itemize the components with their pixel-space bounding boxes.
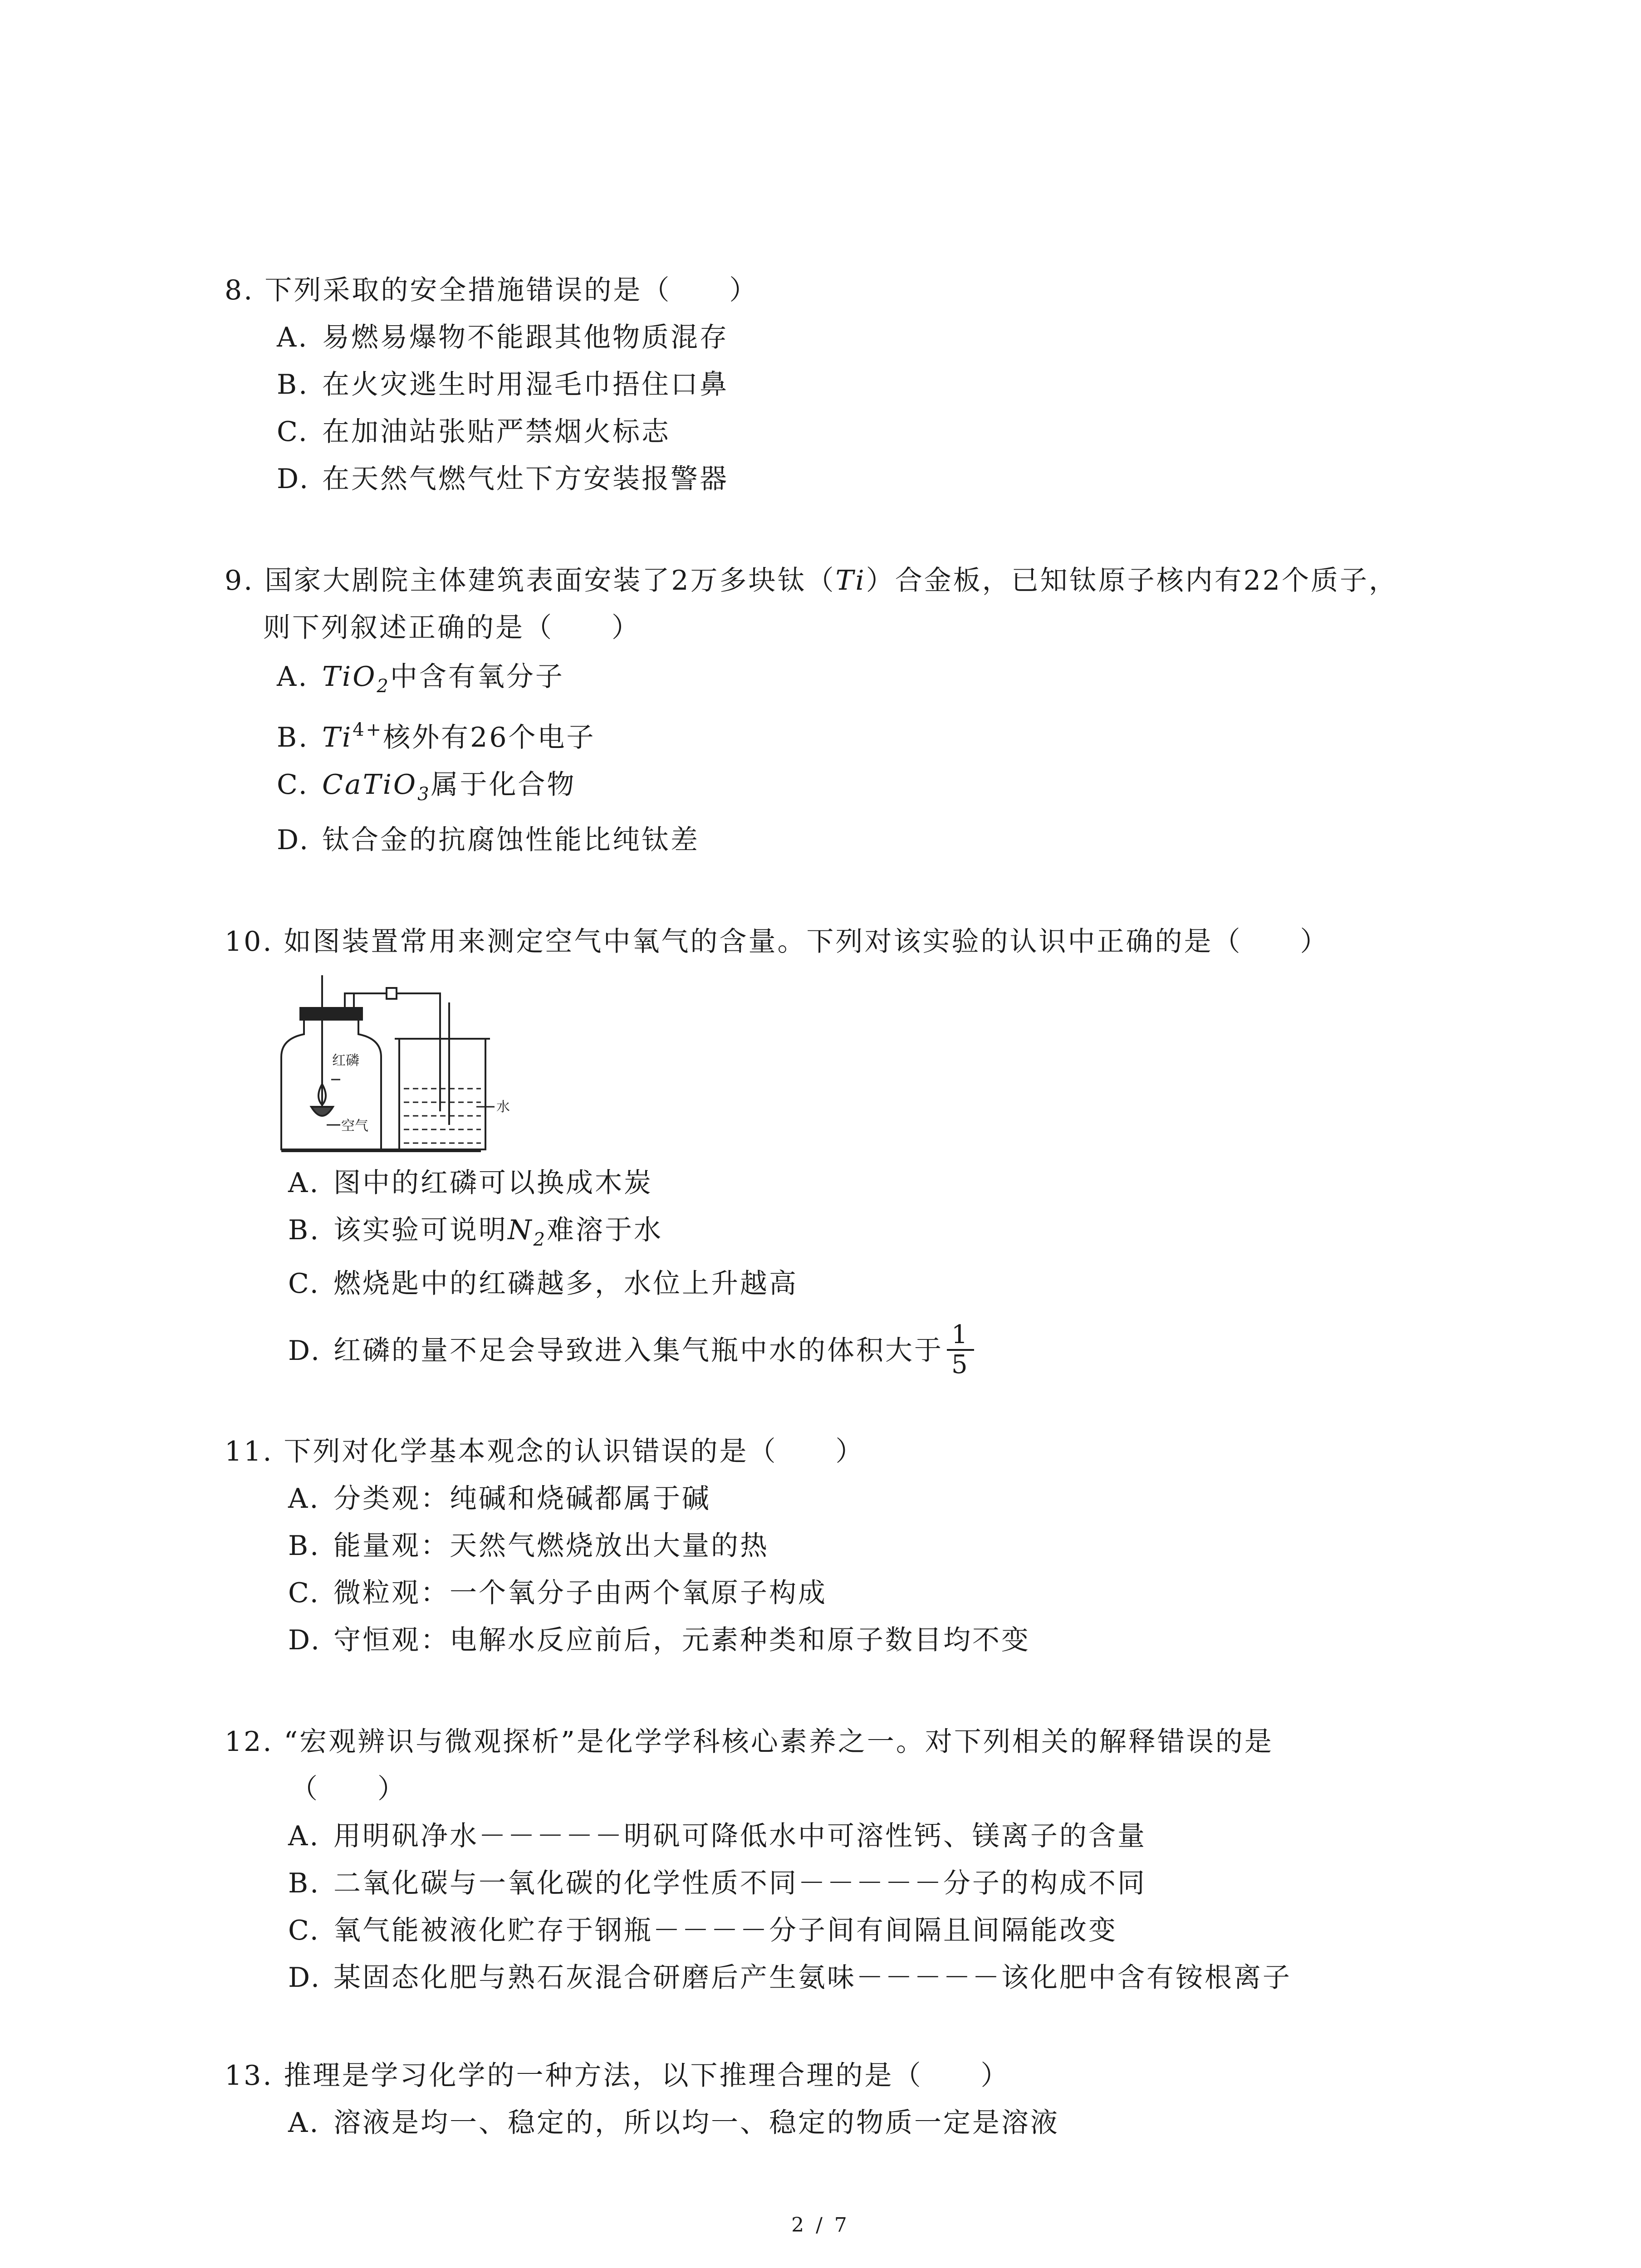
question-text: 国家大剧院主体建筑表面安装了2万多块钛（: [265, 565, 836, 596]
option-text: 某固态化肥与熟石灰混合研磨后产生氨味－－－－－该化肥中含有铵根离子: [333, 1962, 1292, 1994]
option-text: 在火灾逃生时用湿毛巾捂住口鼻: [322, 369, 729, 401]
fraction-denominator: 5: [951, 1350, 970, 1379]
apparatus-figure: [272, 975, 526, 1157]
option-label: A.: [288, 1483, 320, 1515]
option-text: 燃烧匙中的红磷越多，水位上升越高: [333, 1268, 798, 1300]
option-text: 在天然气燃气灶下方安装报警器: [322, 463, 729, 495]
option-label: B.: [277, 369, 309, 401]
formula: TiO: [322, 661, 377, 693]
question-8-option-c: [277, 414, 671, 450]
option-text: 能量观：天然气燃烧放出大量的热: [333, 1530, 769, 1562]
formula-subscript: 2: [377, 676, 390, 697]
option-text: 属于化合物: [431, 769, 576, 801]
option-label: D.: [288, 1624, 322, 1656]
option-text: 难溶于水: [546, 1214, 663, 1246]
label-air: 空气: [341, 1118, 368, 1134]
option-text: 用明矾净水－－－－－明矾可降低水中可溶性钙、镁离子的含量: [333, 1820, 1146, 1852]
question-9-option-b: [277, 719, 596, 756]
question-11-stem: [225, 1433, 865, 1470]
beaker: [399, 1039, 485, 1149]
option-text: 在加油站张贴严禁烟火标志: [322, 416, 671, 448]
option-label: C.: [277, 416, 309, 448]
option-label: C.: [288, 1268, 320, 1300]
option-label: D.: [288, 1334, 322, 1367]
question-10-stem: [225, 924, 1329, 960]
question-number: 9.: [225, 565, 255, 596]
question-12-option-c: [288, 1912, 1117, 1949]
question-10-option-c: [288, 1266, 798, 1302]
question-text: 下列采取的安全措施错误的是（ ）: [265, 274, 759, 306]
option-label: B.: [288, 1214, 321, 1246]
option-text: 二氧化碳与一氧化碳的化学性质不同－－－－－分子的构成不同: [333, 1867, 1146, 1899]
question-12-stem: [225, 1724, 1274, 1760]
formula: N: [508, 1214, 534, 1246]
formula-superscript: 4+: [353, 719, 383, 740]
option-text: 守恒观：电解水反应前后，元素种类和原子数目均不变: [333, 1624, 1030, 1656]
option-text: 中含有氧分子: [390, 661, 564, 693]
label-red-phosphorus: 红磷: [332, 1053, 359, 1069]
combustion-spoon: [311, 1107, 333, 1116]
question-number: 11.: [225, 1436, 274, 1467]
question-8-stem: [225, 272, 758, 308]
formula-subscript: 2: [533, 1229, 547, 1250]
question-9-stem: [225, 562, 1398, 599]
question-number: 10.: [225, 926, 274, 958]
option-text: 核外有26个电子: [383, 722, 596, 753]
question-12-option-a: [288, 1818, 1146, 1854]
label-water: 水: [496, 1099, 510, 1115]
option-label: C.: [288, 1915, 320, 1946]
fraction-numerator: 1: [947, 1321, 974, 1351]
question-10-option-b: [288, 1212, 663, 1248]
option-label: C.: [288, 1577, 320, 1609]
question-11-option-c: [288, 1575, 827, 1611]
formula: Ti: [322, 722, 353, 753]
question-11-option-a: [288, 1481, 711, 1517]
question-13-option-a: [288, 2105, 1059, 2141]
option-text: 微粒观：一个氧分子由两个氧原子构成: [333, 1577, 827, 1609]
question-12-option-b: [288, 1865, 1146, 1901]
question-text: 如图装置常用来测定空气中氧气的含量。下列对该实验的认识中正确的是（ ）: [284, 926, 1329, 958]
option-label: A.: [277, 322, 309, 353]
fraction: [947, 1321, 974, 1379]
option-text: 红磷的量不足会导致进入集气瓶中水的体积大于: [333, 1334, 943, 1367]
question-8-option-a: [277, 319, 729, 356]
question-9-option-a: [277, 659, 564, 695]
question-number: 13.: [225, 2060, 274, 2092]
option-text: 氧气能被液化贮存于钢瓶－－－－分子间有间隔且间隔能改变: [333, 1915, 1117, 1946]
question-text: “宏观辨识与微观探析”是化学学科核心素养之一。对下列相关的解释错误的是: [284, 1726, 1274, 1758]
option-label: D.: [277, 463, 310, 495]
question-number: 8.: [225, 274, 255, 306]
option-label: A.: [288, 2107, 320, 2139]
question-8-option-b: [277, 367, 729, 403]
question-10-option-a: [288, 1165, 653, 1201]
question-12-option-d: [288, 1960, 1292, 1996]
option-label: D.: [277, 824, 310, 856]
oxygen-measurement-apparatus: [272, 975, 526, 1157]
bottle-stopper: [300, 1008, 362, 1020]
water-surface: [404, 1089, 481, 1143]
option-label: B.: [288, 1867, 321, 1899]
question-13-stem: [225, 2058, 1010, 2094]
question-number: 12.: [225, 1726, 274, 1758]
option-text: 溶液是均一、稳定的，所以均一、稳定的物质一定是溶液: [333, 2107, 1059, 2139]
option-label: A.: [288, 1820, 320, 1852]
question-9-option-d: [277, 822, 700, 858]
element-symbol: Ti: [835, 565, 866, 596]
question-12-stem-line2: （ ）: [290, 1773, 407, 1805]
question-text: 下列对化学基本观念的认识错误的是（ ）: [284, 1436, 865, 1467]
option-label: C.: [277, 769, 309, 801]
page-number: 2 / 7: [791, 2214, 850, 2237]
question-10-option-d: [288, 1320, 974, 1382]
option-label: A.: [277, 661, 309, 693]
option-label: A.: [288, 1167, 320, 1199]
option-text: 分类观：纯碱和烧碱都属于碱: [333, 1483, 711, 1515]
option-text: 该实验可说明: [333, 1214, 508, 1246]
formula-subscript: 3: [417, 784, 431, 805]
question-9-stem-line2: 则下列叙述正确的是（ ）: [263, 612, 641, 644]
question-8-option-d: [277, 461, 729, 497]
question-11-option-b: [288, 1528, 769, 1564]
option-label: D.: [288, 1962, 322, 1994]
question-text: 推理是学习化学的一种方法，以下推理合理的是（ ）: [284, 2060, 1010, 2092]
question-text: ）合金板，已知钛原子核内有22个质子，: [866, 565, 1398, 596]
option-text: 图中的红磷可以换成木炭: [333, 1167, 653, 1199]
question-11-option-d: [288, 1622, 1030, 1658]
clamp-icon: [387, 988, 397, 999]
option-text: 易燃易爆物不能跟其他物质混存: [322, 322, 729, 353]
option-text: 钛合金的抗腐蚀性能比纯钛差: [322, 824, 700, 856]
option-label: B.: [277, 722, 309, 753]
formula: CaTiO: [322, 769, 418, 801]
question-9-option-c: [277, 767, 576, 803]
option-label: B.: [288, 1530, 321, 1562]
